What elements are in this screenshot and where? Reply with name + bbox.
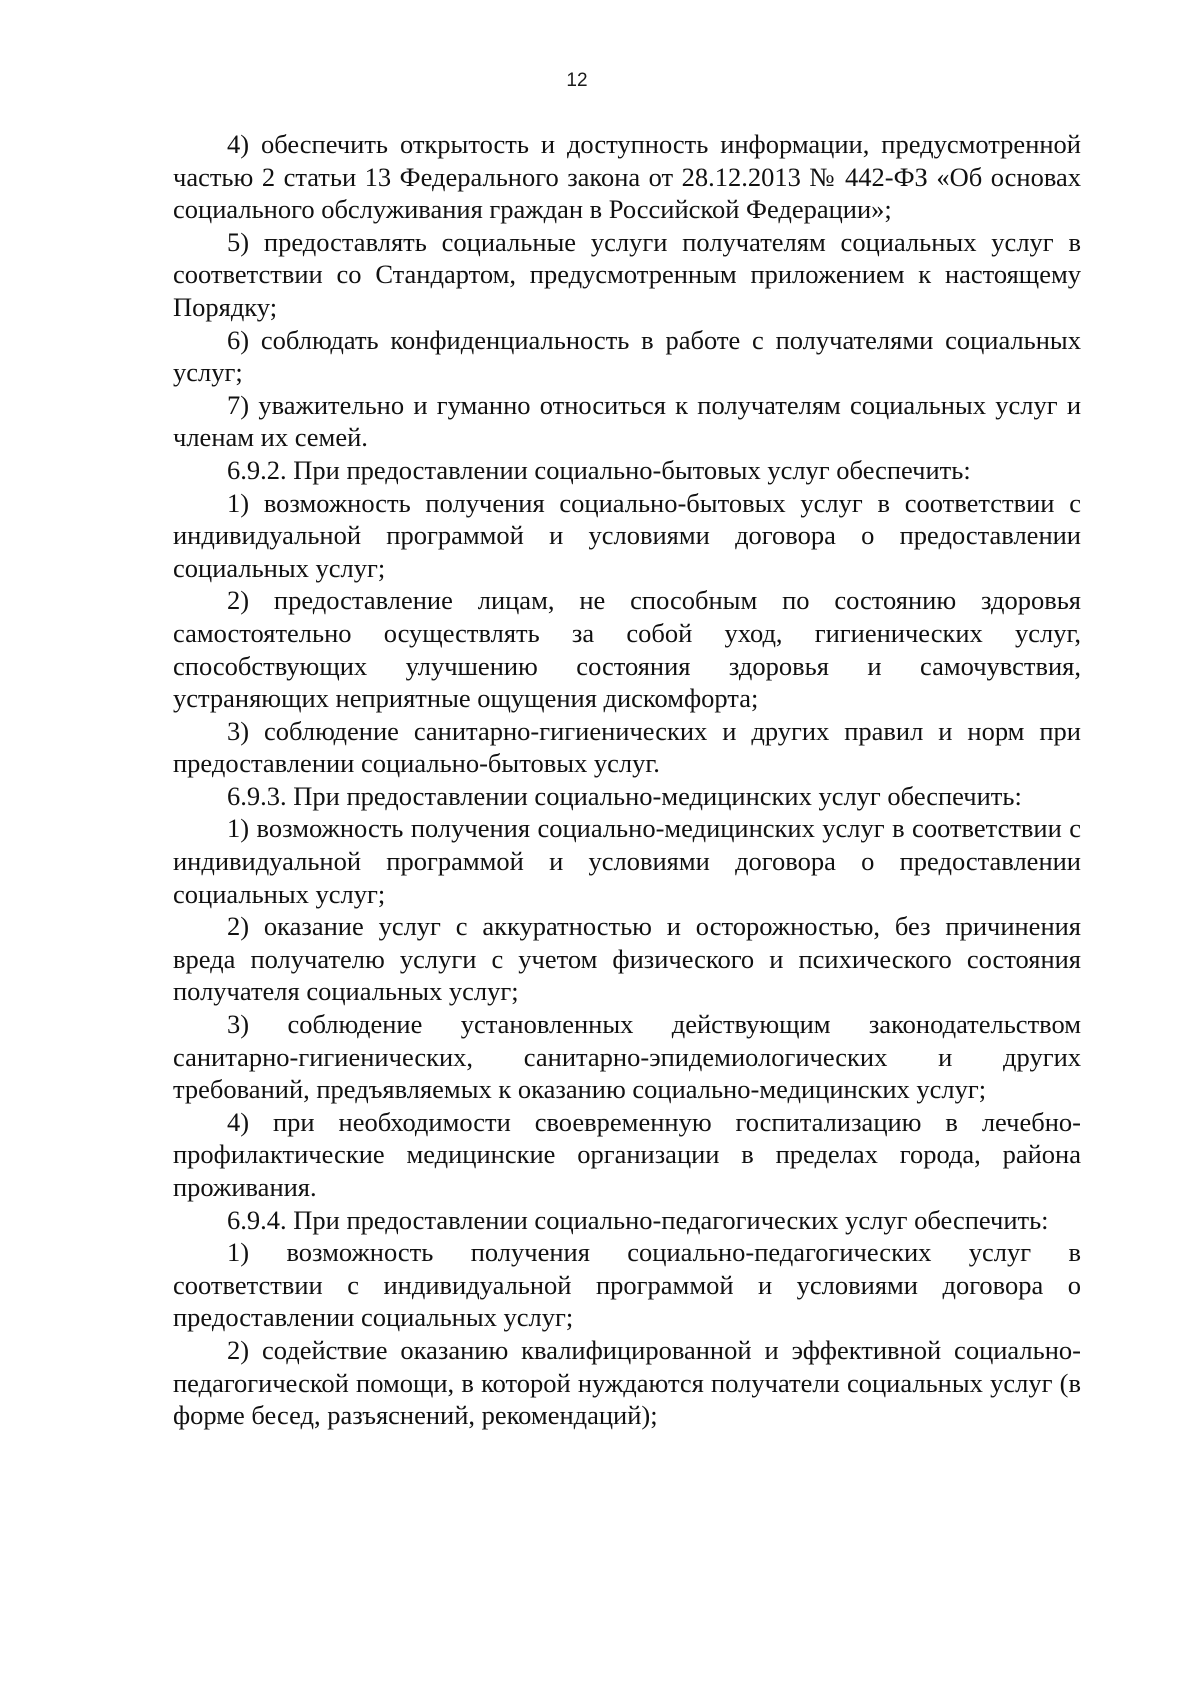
paragraph-item-6-confidentiality: 6) соблюдать конфиденциальность в работе с получателями социальных услуг; <box>173 324 1081 388</box>
paragraph-item-5-provide-services: 5) предоставлять социальные услуги получателям социальных услуг в соответствии со Стандартом, предусмотренным приложением к настоящему Порядку; <box>173 226 1081 322</box>
paragraph-6-9-4-item-1: 1) возможность получения социально-педагогических услуг в соответствии с индивидуальной программой и условиями договора о предоставлении социальных услуг; <box>173 1237 1081 1333</box>
page-number: 12 <box>566 70 588 91</box>
paragraph-6-9-3-item-2: 2) оказание услуг с аккуратностью и осторожностью, без причинения вреда получателю услуги с учетом физического и психического состояния получателя социальных услуг; <box>173 911 1081 1007</box>
paragraph-6-9-2-item-2: 2) предоставление лицам, не способным по состоянию здоровья самостоятельно осуществлять за собой уход, гигиенических услуг, способствующих улучшению состояния здоровья и самочувствия, устраняющих неприятные ощущения дискомфорта; <box>173 585 1081 714</box>
paragraph-6-9-3-item-1: 1) возможность получения социально-медицинских услуг в соответствии с индивидуальной программой и условиями договора о предоставлении социальных услуг; <box>173 813 1081 909</box>
paragraph-6-9-2-item-1: 1) возможность получения социально-бытовых услуг в соответствии с индивидуальной программой и условиями договора о предоставлении социальных услуг; <box>173 487 1081 583</box>
paragraph-6-9-3-item-3: 3) соблюдение установленных действующим законодательством санитарно-гигиенических, санитарно-эпидемиологических и других требований, предъявляемых к оказанию социально-медицинских услуг; <box>173 1009 1081 1105</box>
document-body <box>173 128 1081 1432</box>
paragraph-section-6-9-3: 6.9.3. При предоставлении социально-медицинских услуг обеспечить: <box>227 780 1022 811</box>
paragraph-section-6-9-4: 6.9.4. При предоставлении социально-педагогических услуг обеспечить: <box>227 1204 1049 1235</box>
paragraph-item-4-information-openness: 4) обеспечить открытость и доступность информации, предусмотренной частью 2 статьи 13 Федерального закона от 28.12.2013 № 442-ФЗ «Об основах социального обслуживания граждан в Российской Федерации»; <box>173 129 1081 225</box>
paragraph-6-9-4-item-2: 2) содействие оказанию квалифицированной и эффективной социально-педагогической помощи, в которой нуждаются получатели социальных услуг (в форме бесед, разъяснений, рекомендаций); <box>173 1334 1081 1431</box>
paragraph-section-6-9-2: 6.9.2. При предоставлении социально-бытовых услуг обеспечить: <box>227 454 971 485</box>
paragraph-6-9-2-item-3: 3) соблюдение санитарно-гигиенических и других правил и норм при предоставлении социально-бытовых услуг. <box>173 715 1081 779</box>
paragraph-6-9-3-item-4: 4) при необходимости своевременную госпитализацию в лечебно-профилактические медицинские организации в пределах города, района проживания. <box>173 1106 1081 1202</box>
paragraph-item-7-respect: 7) уважительно и гуманно относиться к получателям социальных услуг и членам их семей. <box>173 389 1081 453</box>
